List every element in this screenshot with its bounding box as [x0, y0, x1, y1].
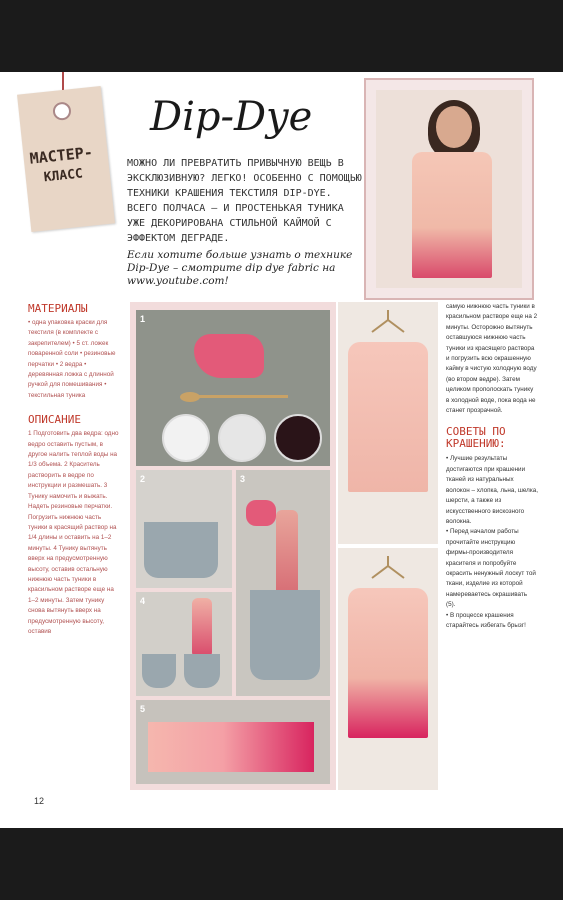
powder-bowl: [218, 414, 266, 462]
page-number: 12: [34, 796, 45, 806]
materials-title: МАТЕРИАЛЫ: [28, 302, 88, 315]
tips-title: СОВЕТЫ ПО КРАШЕНИЮ:: [446, 425, 506, 451]
tunic-plain: [348, 342, 428, 492]
tip-2-text: Перед началом работы прочитайте инструкцию фирмы-производителя красителя и попробуйте окрасить ненужный лоскут той ткани, изделие из которой намереваетесь окрашивать (5).: [446, 528, 536, 609]
tip-1-text: Лучшие результаты достигаются при крашении тканей из натуральных волокон – хлопка, льна, шелка, шерсти, а также из искусственного вискозного волокна.: [446, 455, 538, 525]
step-1-photo: [136, 310, 330, 466]
step-4-photo: [136, 592, 232, 696]
bucket-with-dye: [144, 522, 218, 578]
gloved-hand: [246, 500, 276, 526]
model-face: [436, 106, 472, 148]
bucket-right: [184, 654, 220, 688]
tunic-dipping: [276, 510, 298, 600]
model-tunic: [412, 152, 492, 278]
dyed-fabric-swatch: [148, 722, 314, 772]
tunic-photo-1: [338, 302, 438, 544]
page-title: Dip-Dye: [150, 94, 313, 140]
tip-1: • Лучшие результаты достигаются при крашении тканей из натуральных волокон – хлопка, льна, шелка, шерсти, а также из искусственного вискозного волокна.: [446, 455, 538, 525]
magazine-page: [0, 72, 563, 828]
step-2-number: 2: [140, 474, 146, 484]
materials-text: • одна упаковка краски для текстиля (в комплекте с закрепителем) • 5 ст. ложек поваренной соли • резиновые перчатки • 2 ведра • деревянная ложка с длинной ручкой для помешивания • текстильная туника: [28, 319, 116, 399]
hanger-icon: [368, 306, 408, 346]
tunic-lifted: [192, 598, 212, 658]
tip-2: • Перед началом работы прочитайте инструкцию фирмы-производителя красителя и попробуйте окрасить ненужный лоскут той ткани, изделие из которой намереваетесь окрашивать (5).: [446, 528, 536, 609]
tunic-dip-dyed: [348, 588, 428, 738]
step-1-number: 1: [140, 314, 146, 324]
model-photo: [376, 90, 522, 288]
description-title: ОПИСАНИЕ: [28, 413, 81, 427]
step-5-photo: [136, 700, 330, 784]
description-continued: самую нижнюю часть туники в красильном растворе еще на 2 минуты. Осторожно вытянуть оставшуюся нижнюю часть туники из красящего раствора и погрузить всю окрашенную кайму в чистую холодную воду (во втором ведре). Затем целиком прополоскать тунику в холодной воде, пока вода не станет прозрачной.: [446, 303, 538, 415]
hanger-icon: [368, 552, 408, 592]
left-column: [28, 302, 122, 637]
description-text: 1 Подготовить два ведра: одно ведро оставить пустым, в другое налить теплой воды на 1/3 объема. 2 Краситель растворить в ведре по инструкции и размешать. 3 Тунику намочить и выжать. Надеть резиновые перчатки. Погрузить нижнюю часть туники в красящий раствор на 1/4 длины и оставить на 1–2 минуты. 4 Тунику вытянуть вверх на предусмотренную высоту, оставив остальную нижнюю часть туники в красильном растворе еще на 1–2 минуты. Затем тунику снова вытянуть вверх на предусмотренную высоту, оставив: [28, 430, 119, 635]
tunic-photo-2: [338, 548, 438, 790]
step-5-number: 5: [140, 704, 146, 714]
master-class-tag: [17, 86, 115, 232]
steps-photo-panel: [130, 302, 336, 790]
glove-image: [194, 334, 264, 378]
model-photo-frame: [364, 78, 534, 300]
bucket-step-3: [250, 590, 320, 680]
tunic-photo-column: [338, 302, 438, 790]
wooden-spoon-image: [180, 392, 288, 402]
salt-bowl: [162, 414, 210, 462]
step-2-photo: [136, 470, 232, 588]
step-3-number: 3: [240, 474, 246, 484]
step-4-number: 4: [140, 596, 146, 606]
tag-line2: КЛАСС: [43, 166, 84, 186]
intro-text: МОЖНО ЛИ ПРЕВРАТИТЬ ПРИВЫЧНУЮ ВЕЩЬ В ЭКСКЛЮЗИВНУЮ? ЛЕГКО! ОСОБЕННО С ПОМОЩЬЮ ТЕХНИКИ КРАШЕНИЯ ТЕКСТИЛЯ DIP-DYE. ВСЕГО ПОЛЧАСА – И ПРОСТЕНЬКАЯ ТУНИКА УЖЕ ДЕКОРИРОВАНА СТИЛЬНОЙ КАЙМОЙ С ЭФФЕКТОМ ДЕГРАДЕ.: [127, 158, 362, 244]
top-bar: [0, 0, 563, 72]
step-3-photo: [236, 470, 330, 696]
tip-3: • В процессе крашения старайтесь избегать брызг!: [446, 611, 526, 629]
tag-line1: МАСТЕР-: [28, 143, 94, 168]
right-column: [446, 302, 538, 631]
tip-3-text: В процессе крашения старайтесь избегать брызг!: [446, 611, 526, 629]
dye-bowl: [274, 414, 322, 462]
bottom-bar: [0, 828, 563, 900]
intro-link-text: Если хотите больше узнать о технике Dip-Dye – смотрите dip dye fabric на www.youtube.com!: [127, 249, 353, 287]
tag-hole: [52, 101, 72, 121]
bucket-left: [142, 654, 176, 688]
